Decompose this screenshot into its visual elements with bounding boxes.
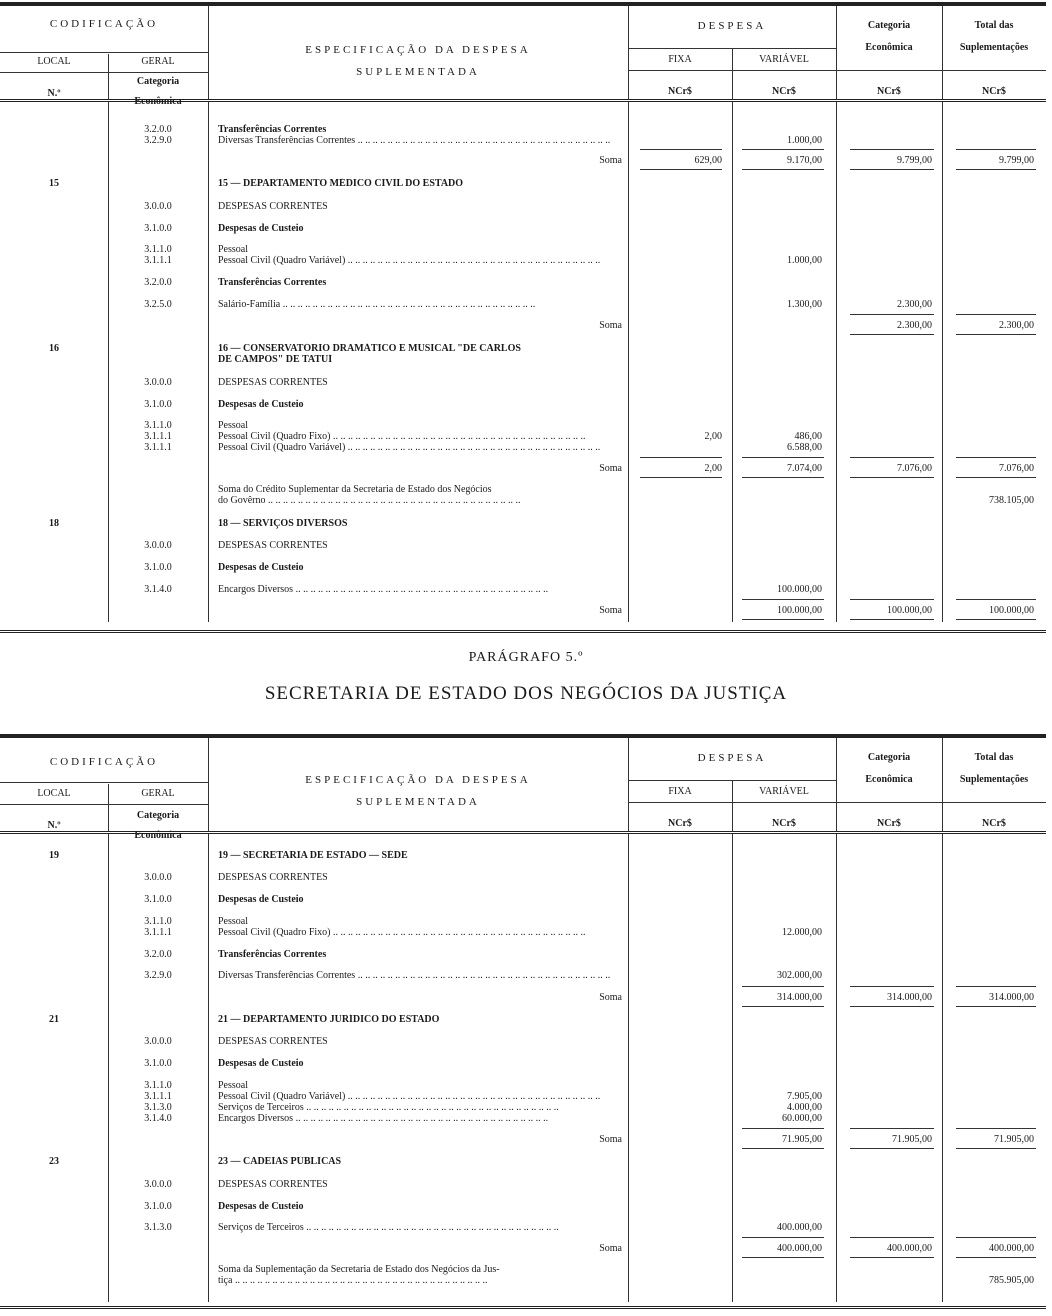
sum-rule [742,986,824,987]
table-row [0,442,1046,454]
currency-variavel: NCr$ [772,86,796,97]
sum-rule [850,1148,934,1149]
sum-rule [850,334,934,335]
soma-row [0,605,1046,617]
description: DESPESAS CORRENTES [218,872,328,883]
total-value: 7.076,00 [999,463,1034,474]
currency-variavel: NCr$ [772,818,796,829]
variavel-value: 7.905,00 [787,1091,822,1102]
table-row [0,1222,1046,1234]
table-body [0,834,1046,1302]
local-header: LOCAL [37,56,71,67]
table-row [0,135,1046,147]
categoria-code: 3.1.4.0 [144,584,172,595]
sum-rule [850,169,934,170]
description: Serviços de Terceiros .. .. [218,1222,626,1234]
total-header-1: Total das [974,20,1014,31]
table-row [0,1275,1046,1287]
table-row [0,1058,1046,1070]
categoria-header: Categoria [136,76,180,87]
categoria-code: 3.1.0.0 [144,223,172,234]
categoria-value: 314.000,00 [887,992,932,1003]
despesa-header: DESPESA [697,752,767,764]
local-number: 21 [49,1014,59,1025]
categoria-value: 7.076,00 [897,463,932,474]
table-row [0,277,1046,289]
variavel-value: 100.000,00 [777,605,822,616]
total-header-2: Suplementações [959,42,1029,53]
description: Pessoal [218,1080,248,1091]
table-row [0,255,1046,267]
description: DESPESAS CORRENTES [218,377,328,388]
variavel-value: 1.300,00 [787,299,822,310]
categoria-value: 71.905,00 [892,1134,932,1145]
table-row [0,970,1046,982]
numero-header: N.º [47,88,61,99]
especificacao-header: ESPECIFICAÇÃO DA DESPESA [305,774,531,786]
suplementada-header: SUPLEMENTADA [356,796,480,808]
table-row [0,562,1046,574]
sum-rule [742,1237,824,1238]
categoria-code: 3.2.0.0 [144,124,172,135]
table-row [0,518,1046,530]
table-row [0,377,1046,389]
categoria-code: 3.1.1.1 [144,255,172,266]
categoria-code: 3.1.1.1 [144,442,172,453]
currency-categoria: NCr$ [877,818,901,829]
categoria-code: 3.1.3.0 [144,1102,172,1113]
sum-rule [742,149,824,150]
soma-label: Soma [599,155,622,166]
table-row [0,354,1046,366]
categoria-code: 3.1.1.1 [144,431,172,442]
sum-rule [640,457,722,458]
total-value: 2.300,00 [999,320,1034,331]
variavel-value: 486,00 [794,431,822,442]
especificacao-header: ESPECIFICAÇÃO DA DESPESA [305,44,531,56]
categoria-value: 9.799,00 [897,155,932,166]
categoria-code: 3.1.3.0 [144,1222,172,1233]
total-value: 314.000,00 [989,992,1034,1003]
categoria-code: 3.2.9.0 [144,970,172,981]
sum-rule [850,1128,934,1129]
soma-row [0,992,1046,1004]
variavel-value: 400.000,00 [777,1243,822,1254]
description: do Govêrno .. .. [218,495,626,507]
categoria-code: 3.0.0.0 [144,540,172,551]
soma-row [0,155,1046,167]
variavel-header: VARIÁVEL [759,786,809,797]
sum-rule [640,477,722,478]
local-number: 16 [49,343,59,354]
numero-header: N.º [47,820,61,831]
categoria-code: 3.1.0.0 [144,1058,172,1069]
description: Encargos Diversos .. .. [218,584,626,596]
sum-rule [956,1237,1036,1238]
table-header [0,2,1046,107]
soma-row [0,1134,1046,1146]
categoria-code: 3.1.1.0 [144,1080,172,1091]
sum-rule [850,1006,934,1007]
categoria-code: 3.0.0.0 [144,377,172,388]
variavel-value: 12.000,00 [782,927,822,938]
description: tiça .. .. [218,1275,626,1287]
fixa-header: FIXA [668,54,692,65]
fixa-value: 2,00 [704,431,722,442]
sum-rule [742,1257,824,1258]
categoria-code: 3.1.0.0 [144,1201,172,1212]
total-value: 785.905,00 [989,1275,1034,1286]
sum-rule [956,314,1036,315]
categoria-code: 3.1.0.0 [144,399,172,410]
sum-rule [850,1257,934,1258]
description: DESPESAS CORRENTES [218,1179,328,1190]
categoria-code: 3.1.1.1 [144,927,172,938]
fixa-value: 629,00 [694,155,722,166]
sum-rule [956,169,1036,170]
variavel-value: 9.170,00 [787,155,822,166]
categoria-value: 100.000,00 [887,605,932,616]
economica-header: Econômica [134,96,182,107]
sum-rule [742,1006,824,1007]
categoria-value: 2.300,00 [897,299,932,310]
local-number: 19 [49,850,59,861]
categoria-code: 3.0.0.0 [144,1179,172,1190]
fixa-header: FIXA [668,786,692,797]
categoria-code: 3.1.0.0 [144,562,172,573]
sum-rule [742,457,824,458]
categoria-code: 3.0.0.0 [144,872,172,883]
categoria-code: 3.2.0.0 [144,277,172,288]
description: Despesas de Custeio [218,1201,304,1212]
sum-rule [640,169,722,170]
soma-label: Soma [599,1243,622,1254]
description: Soma da Suplementação da Secretaria de Estado dos Negócios da Jus- [218,1264,500,1275]
categoria-code: 3.1.4.0 [144,1113,172,1124]
table-part-1 [0,2,1046,622]
fixa-value: 2,00 [704,463,722,474]
sum-rule [742,1128,824,1129]
categoria-code: 3.1.0.0 [144,894,172,905]
table-row [0,1113,1046,1125]
description: Despesas de Custeio [218,399,304,410]
section-subtitle: SECRETARIA DE ESTADO DOS NEGÓCIOS DA JUSTIÇA [264,683,788,704]
sum-rule [850,599,934,600]
description: Despesas de Custeio [218,223,304,234]
currency-total: NCr$ [982,86,1006,97]
table-row [0,1179,1046,1191]
total-header-1: Total das [974,752,1014,763]
sum-rule [850,986,934,987]
sum-rule [850,1237,934,1238]
table-row [0,223,1046,235]
table-part-2 [0,734,1046,1302]
soma-row [0,320,1046,332]
soma-label: Soma [599,992,622,1003]
table-row [0,540,1046,552]
categoria-economica-header-1: Categoria [867,20,911,31]
description: Despesas de Custeio [218,894,304,905]
despesa-header: DESPESA [697,20,767,32]
sum-rule [850,314,934,315]
table-row [0,872,1046,884]
categoria-header: Categoria [136,810,180,821]
sum-rule [850,149,934,150]
categoria-economica-header-2: Econômica [865,774,913,785]
table-row [0,399,1046,411]
table-row [0,850,1046,862]
local-number: 18 [49,518,59,529]
categoria-code: 3.0.0.0 [144,201,172,212]
categoria-code: 3.2.0.0 [144,949,172,960]
currency-fixa: NCr$ [668,86,692,97]
geral-header: GERAL [141,788,175,799]
sum-rule [956,1257,1036,1258]
categoria-code: 3.1.1.0 [144,916,172,927]
variavel-header: VARIÁVEL [759,54,809,65]
sum-rule [742,619,824,620]
soma-label: Soma [599,605,622,616]
sum-rule [742,169,824,170]
variavel-value: 60.000,00 [782,1113,822,1124]
categoria-code: 3.1.1.0 [144,420,172,431]
variavel-value: 400.000,00 [777,1222,822,1233]
local-header: LOCAL [37,788,71,799]
variavel-value: 7.074,00 [787,463,822,474]
table-header [0,734,1046,841]
sum-rule [956,1148,1036,1149]
description: DESPESAS CORRENTES [218,201,328,212]
sum-rule [850,457,934,458]
description: Pessoal Civil (Quadro Fixo) .. .. [218,431,626,443]
currency-categoria: NCr$ [877,86,901,97]
geral-header: GERAL [141,56,175,67]
description: Pessoal [218,916,248,927]
currency-total: NCr$ [982,818,1006,829]
description: Salário-Família .. .. [218,299,626,311]
sum-rule [956,599,1036,600]
total-value: 9.799,00 [999,155,1034,166]
suplementada-header: SUPLEMENTADA [356,66,480,78]
table-row [0,495,1046,507]
sum-rule [956,1006,1036,1007]
total-value: 100.000,00 [989,605,1034,616]
description: Despesas de Custeio [218,562,304,573]
soma-row [0,1243,1046,1255]
description: Pessoal Civil (Quadro Fixo) .. .. [218,927,626,939]
description: 18 — SERVIÇOS DIVERSOS [218,518,348,529]
sum-rule [742,477,824,478]
table-row [0,1201,1046,1213]
categoria-code: 3.2.9.0 [144,135,172,146]
soma-label: Soma [599,463,622,474]
economica-header: Econômica [134,830,182,841]
categoria-code: 3.0.0.0 [144,1036,172,1047]
description: DESPESAS CORRENTES [218,540,328,551]
table-row [0,1014,1046,1026]
variavel-value: 71.905,00 [782,1134,822,1145]
currency-fixa: NCr$ [668,818,692,829]
description: 16 — CONSERVATÓRIO DRAMÁTICO E MUSICAL "DE CARLOS [218,343,521,354]
table-row [0,949,1046,961]
variavel-value: 6.588,00 [787,442,822,453]
variavel-value: 302.000,00 [777,970,822,981]
total-value: 400.000,00 [989,1243,1034,1254]
description: Pessoal Civil (Quadro Variável) .. .. [218,442,626,454]
categoria-code: 3.1.1.1 [144,1091,172,1102]
table-body [0,102,1046,622]
sum-rule [956,1128,1036,1129]
sum-rule [640,149,722,150]
soma-row [0,463,1046,475]
description: Transferências Correntes [218,277,327,288]
categoria-economica-header-1: Categoria [867,752,911,763]
description: Pessoal Civil (Quadro Variável) .. .. [218,1091,626,1103]
table-row [0,178,1046,190]
description: 19 — SECRETARIA DE ESTADO — SÉDE [218,850,408,861]
sum-rule [956,334,1036,335]
categoria-value: 2.300,00 [897,320,932,331]
sum-rule [956,477,1036,478]
description: Diversas Transferências Correntes .. .. [218,135,626,147]
sum-rule [956,986,1036,987]
table-row [0,201,1046,213]
description: Despesas de Custeio [218,1058,304,1069]
section-title: PARÁGRAFO 5.º [468,650,584,665]
categoria-code: 3.1.1.0 [144,244,172,255]
sum-rule [850,619,934,620]
variavel-value: 100.000,00 [777,584,822,595]
soma-label: Soma [599,320,622,331]
sum-rule [742,599,824,600]
categoria-economica-header-2: Econômica [865,42,913,53]
sum-rule [956,149,1036,150]
categoria-code: 3.2.5.0 [144,299,172,310]
sum-rule [850,477,934,478]
description: 23 — CADEIAS PÚBLICAS [218,1156,342,1167]
table-row [0,927,1046,939]
variavel-value: 314.000,00 [777,992,822,1003]
description: DESPESAS CORRENTES [218,1036,328,1047]
table-row [0,1156,1046,1168]
total-header-2: Suplementações [959,774,1029,785]
sum-rule [956,457,1036,458]
codificacao-header: CODIFICAÇÃO [49,756,159,768]
description: Encargos Diversos .. .. [218,1113,626,1125]
table-row [0,299,1046,311]
sum-rule [956,619,1036,620]
total-value: 738.105,00 [989,495,1034,506]
description: DE CAMPOS" DE TATUÍ [218,354,333,365]
total-value: 71.905,00 [994,1134,1034,1145]
soma-label: Soma [599,1134,622,1145]
description: Pessoal [218,244,248,255]
sum-rule [742,1148,824,1149]
description: Serviços de Terceiros .. .. [218,1102,626,1114]
description: Soma do Crédito Suplementar da Secretaria de Estado dos Negócios [218,484,492,495]
codificacao-header: CODIFICAÇÃO [49,18,159,30]
description: 15 — DEPARTAMENTO MÉDICO CIVIL DO ESTADO [218,178,464,189]
description: Pessoal [218,420,248,431]
variavel-value: 4.000,00 [787,1102,822,1113]
description: Transferências Correntes [218,124,327,135]
table-row [0,1036,1046,1048]
categoria-value: 400.000,00 [887,1243,932,1254]
local-number: 23 [49,1156,59,1167]
local-number: 15 [49,178,59,189]
description: Diversas Transferências Correntes .. .. [218,970,626,982]
table-row [0,584,1046,596]
description: 21 — DEPARTAMENTO JURÍDICO DO ESTADO [218,1014,440,1025]
table-row [0,894,1046,906]
description: Transferências Correntes [218,949,327,960]
variavel-value: 1.000,00 [787,135,822,146]
description: Pessoal Civil (Quadro Variável) .. .. [218,255,626,267]
variavel-value: 1.000,00 [787,255,822,266]
